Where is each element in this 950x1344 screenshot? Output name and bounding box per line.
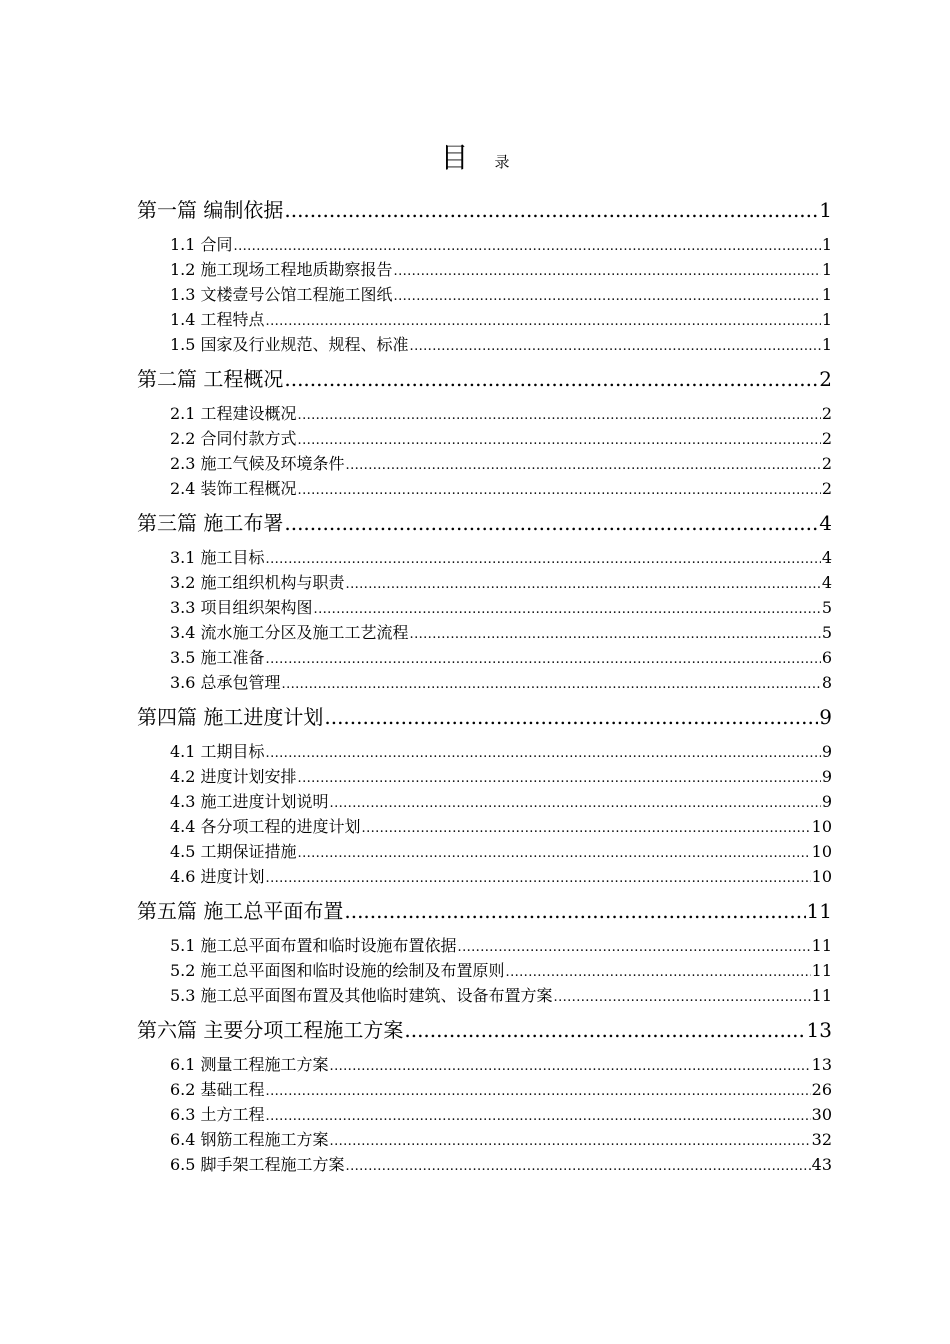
toc-title-sub: 录: [494, 153, 510, 171]
toc-section-entry[interactable]: [137, 814, 832, 839]
toc-section-page: 1: [821, 310, 832, 329]
toc-section-label: 4.6 进度计划: [170, 867, 265, 886]
toc-section-entry[interactable]: [137, 839, 832, 864]
toc-part-entry[interactable]: [137, 365, 832, 394]
toc-section-entry[interactable]: [137, 545, 832, 570]
toc-leader-dots: [266, 309, 821, 332]
toc-part-page: 9: [819, 705, 832, 729]
toc-leader-dots: [266, 741, 821, 764]
toc-section-label: 1.4 工程特点: [170, 310, 265, 329]
toc-section-page: 11: [811, 961, 832, 980]
toc-section-page: 13: [811, 1055, 832, 1074]
toc-leader-dots: [234, 234, 821, 257]
toc-title-main: 目: [440, 141, 469, 174]
toc-leader-dots: [298, 428, 821, 451]
toc-section-label: 5.2 施工总平面图和临时设施的绘制及布置原则: [170, 961, 505, 980]
toc-leader-dots: [266, 547, 821, 570]
toc-section-label: 1.5 国家及行业规范、规程、标准: [170, 335, 409, 354]
toc-section-page: 2: [821, 404, 832, 423]
toc-leader-dots: [458, 935, 811, 958]
toc-leader-dots: [298, 841, 811, 864]
toc-section-label: 2.2 合同付款方式: [170, 429, 297, 448]
toc-part-page: 1: [819, 198, 832, 222]
toc-section-entry[interactable]: [137, 426, 832, 451]
toc-section-entry[interactable]: [137, 332, 832, 357]
toc-section-label: 1.1 合同: [170, 235, 233, 254]
toc-leader-dots: [266, 1104, 811, 1127]
toc-part-entry[interactable]: [137, 1016, 832, 1045]
toc-part-label: 第六篇 主要分项工程施工方案: [137, 1018, 404, 1042]
toc-section-page: 1: [821, 260, 832, 279]
toc-part-label: 第二篇 工程概况: [137, 367, 284, 391]
toc-section-page: 6: [821, 648, 832, 667]
toc-leader-dots: [298, 403, 821, 426]
toc-section-page: 5: [821, 598, 832, 617]
toc-section-page: 1: [821, 285, 832, 304]
toc-section-label: 2.1 工程建设概况: [170, 404, 297, 423]
toc-part-group: [137, 897, 832, 1008]
toc-leader-dots: [346, 453, 821, 476]
toc-section-entry[interactable]: [137, 1077, 832, 1102]
toc-section-label: 3.3 项目组织架构图: [170, 598, 313, 617]
toc-section-entry[interactable]: [137, 864, 832, 889]
toc-leader-dots: [266, 647, 821, 670]
toc-leader-dots: [410, 622, 821, 645]
toc-section-label: 4.3 施工进度计划说明: [170, 792, 329, 811]
toc-section-page: 9: [821, 792, 832, 811]
toc-section-entry[interactable]: [137, 764, 832, 789]
toc-leader-dots: [314, 597, 821, 620]
toc-section-page: 30: [811, 1105, 832, 1124]
toc-section-entry[interactable]: [137, 645, 832, 670]
toc-section-page: 1: [821, 235, 832, 254]
toc-leader-dots: [362, 816, 811, 839]
toc-leader-dots: [394, 284, 821, 307]
toc-section-page: 2: [821, 429, 832, 448]
toc-section-entry[interactable]: [137, 1102, 832, 1127]
toc-section-entry[interactable]: [137, 307, 832, 332]
toc-part-group: [137, 1016, 832, 1177]
toc-leader-dots: [282, 672, 821, 695]
toc-part-entry[interactable]: [137, 509, 832, 538]
toc-section-entry[interactable]: [137, 958, 832, 983]
toc-part-label: 第五篇 施工总平面布置: [137, 899, 344, 923]
toc-section-entry[interactable]: [137, 739, 832, 764]
toc-part-entry[interactable]: [137, 703, 832, 732]
toc-part-page: 4: [819, 511, 832, 535]
toc-section-entry[interactable]: [137, 451, 832, 476]
toc-section-label: 3.5 施工准备: [170, 648, 265, 667]
toc-section-entry[interactable]: [137, 983, 832, 1008]
toc-section-page: 1: [821, 335, 832, 354]
toc-section-label: 3.6 总承包管理: [170, 673, 281, 692]
toc-section-entry[interactable]: [137, 570, 832, 595]
toc-section-label: 4.2 进度计划安排: [170, 767, 297, 786]
toc-section-label: 6.4 钢筋工程施工方案: [170, 1130, 329, 1149]
toc-section-label: 2.4 装饰工程概况: [170, 479, 297, 498]
toc-section-label: 4.5 工期保证措施: [170, 842, 297, 861]
toc-section-entry[interactable]: [137, 401, 832, 426]
toc-section-entry[interactable]: [137, 933, 832, 958]
toc-section-label: 2.3 施工气候及环境条件: [170, 454, 345, 473]
toc-leader-dots: [330, 1129, 811, 1152]
toc-section-page: 32: [811, 1130, 832, 1149]
toc-section-page: 8: [821, 673, 832, 692]
toc-section-label: 1.2 施工现场工程地质勘察报告: [170, 260, 393, 279]
toc-section-page: 9: [821, 767, 832, 786]
table-of-contents: [137, 196, 832, 1185]
toc-leader-dots: [266, 1079, 811, 1102]
toc-leader-dots: [506, 960, 811, 983]
toc-section-page: 4: [821, 548, 832, 567]
toc-section-label: 6.3 土方工程: [170, 1105, 265, 1124]
toc-section-entry[interactable]: [137, 1152, 832, 1177]
toc-section-label: 6.2 基础工程: [170, 1080, 265, 1099]
toc-section-label: 3.1 施工目标: [170, 548, 265, 567]
toc-leader-dots: [404, 1016, 805, 1045]
toc-section-label: 1.3 文楼壹号公馆工程施工图纸: [170, 285, 393, 304]
toc-section-page: 2: [821, 479, 832, 498]
toc-section-label: 5.3 施工总平面图布置及其他临时建筑、设备布置方案: [170, 986, 553, 1005]
toc-part-page: 2: [819, 367, 832, 391]
toc-section-label: 5.1 施工总平面布置和临时设施布置依据: [170, 936, 457, 955]
toc-section-label: 3.4 流水施工分区及施工工艺流程: [170, 623, 409, 642]
toc-part-group: [137, 703, 832, 889]
toc-leader-dots: [266, 866, 811, 889]
toc-part-label: 第四篇 施工进度计划: [137, 705, 324, 729]
toc-part-group: [137, 196, 832, 357]
toc-section-page: 10: [811, 817, 832, 836]
toc-part-label: 第一篇 编制依据: [137, 198, 284, 222]
toc-leader-dots: [330, 1054, 811, 1077]
toc-part-group: [137, 365, 832, 501]
toc-section-page: 11: [811, 986, 832, 1005]
toc-part-page: 11: [806, 899, 832, 923]
toc-section-label: 3.2 施工组织机构与职责: [170, 573, 345, 592]
toc-leader-dots: [554, 985, 811, 1008]
toc-section-page: 5: [821, 623, 832, 642]
toc-section-entry[interactable]: [137, 595, 832, 620]
toc-section-label: 6.1 测量工程施工方案: [170, 1055, 329, 1074]
toc-section-page: 9: [821, 742, 832, 761]
toc-part-group: [137, 509, 832, 695]
toc-leader-dots: [410, 334, 821, 357]
toc-section-entry[interactable]: [137, 232, 832, 257]
toc-section-page: 4: [821, 573, 832, 592]
toc-leader-dots: [346, 572, 821, 595]
toc-section-page: 43: [811, 1155, 832, 1174]
toc-leader-dots: [284, 196, 818, 225]
toc-section-entry[interactable]: [137, 476, 832, 501]
toc-section-page: 26: [811, 1080, 832, 1099]
toc-title: [0, 136, 950, 176]
toc-part-page: 13: [806, 1018, 832, 1042]
toc-leader-dots: [298, 766, 821, 789]
toc-section-entry[interactable]: [137, 670, 832, 695]
toc-section-entry[interactable]: [137, 282, 832, 307]
toc-section-entry[interactable]: [137, 1052, 832, 1077]
toc-section-label: 4.4 各分项工程的进度计划: [170, 817, 361, 836]
toc-section-page: 10: [811, 842, 832, 861]
toc-leader-dots: [324, 703, 818, 732]
toc-section-page: 2: [821, 454, 832, 473]
toc-leader-dots: [330, 791, 821, 814]
toc-leader-dots: [284, 509, 818, 538]
toc-section-label: 4.1 工期目标: [170, 742, 265, 761]
toc-section-page: 11: [811, 936, 832, 955]
toc-section-entry[interactable]: [137, 789, 832, 814]
toc-leader-dots: [298, 478, 821, 501]
toc-section-entry[interactable]: [137, 257, 832, 282]
toc-part-entry[interactable]: [137, 897, 832, 926]
toc-part-label: 第三篇 施工布署: [137, 511, 284, 535]
toc-section-entry[interactable]: [137, 1127, 832, 1152]
toc-section-page: 10: [811, 867, 832, 886]
toc-leader-dots: [284, 365, 818, 394]
toc-section-label: 6.5 脚手架工程施工方案: [170, 1155, 345, 1174]
toc-section-entry[interactable]: [137, 620, 832, 645]
toc-leader-dots: [344, 897, 805, 926]
toc-part-entry[interactable]: [137, 196, 832, 225]
toc-leader-dots: [394, 259, 821, 282]
toc-leader-dots: [346, 1154, 811, 1177]
